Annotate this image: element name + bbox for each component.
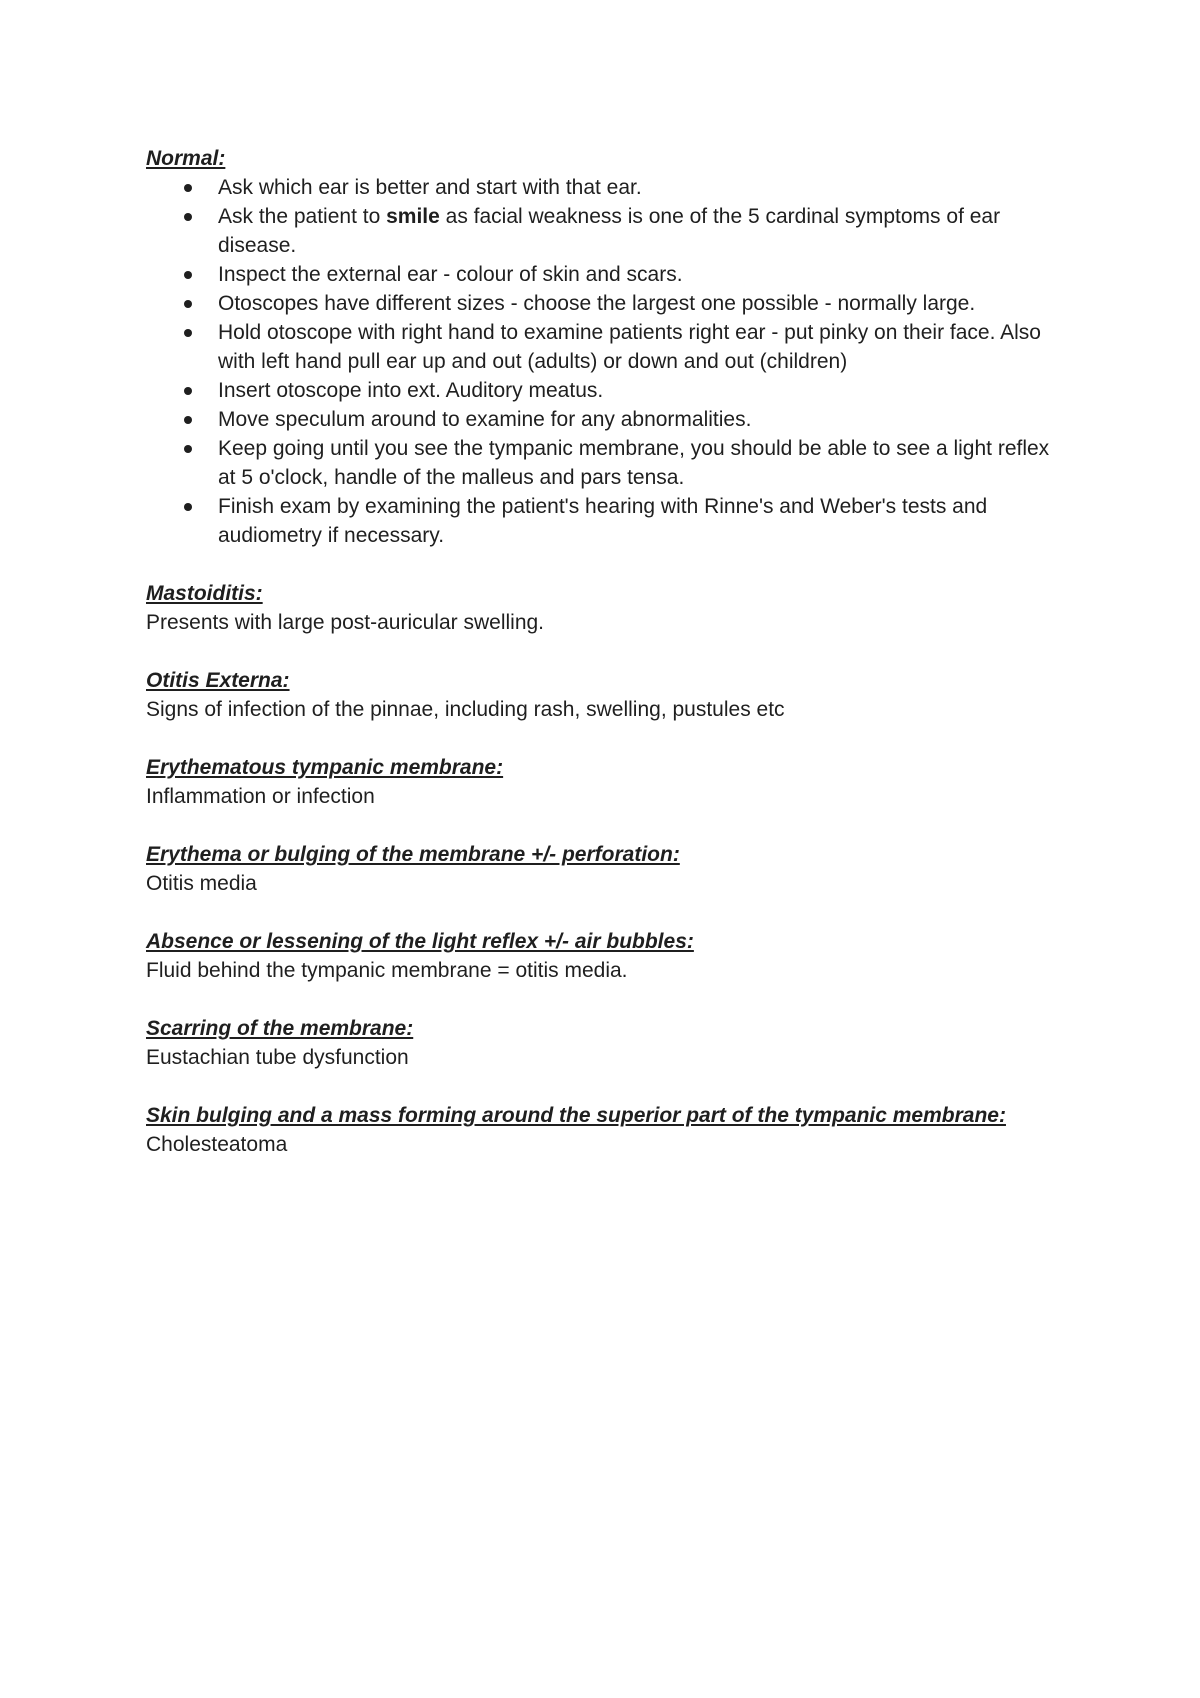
bullet-text: Hold otoscope with right hand to examine patients right ear - put pinky on their face. Also with left hand pull ear up and out (adults) or down and out (children)	[218, 321, 1041, 373]
bullet-item	[218, 260, 1066, 289]
section-light-reflex	[146, 927, 1066, 985]
bullet-text: Keep going until you see the tympanic membrane, you should be able to see a light reflex at 5 o'clock, handle of the malleus and pars tensa.	[218, 437, 1050, 489]
section-heading: Otitis Externa:	[146, 669, 290, 692]
section-mastoiditis	[146, 579, 1066, 637]
bullet-item	[218, 492, 1066, 550]
section-heading: Mastoiditis:	[146, 582, 263, 605]
bullet-text: as facial weakness is one of the 5 cardinal symptoms of ear disease.	[218, 205, 1001, 257]
section-heading: Normal:	[146, 147, 226, 170]
bullet-item	[218, 173, 1066, 202]
section-bulging-membrane	[146, 840, 1066, 898]
section-text: Cholesteatoma	[146, 1133, 288, 1156]
section-text: Inflammation or infection	[146, 785, 375, 808]
bullet-text: Finish exam by examining the patient's hearing with Rinne's and Weber's tests and audiometry if necessary.	[218, 495, 988, 547]
bullet-text: Insert otoscope into ext. Auditory meatus.	[218, 379, 604, 402]
section-text: Eustachian tube dysfunction	[146, 1046, 409, 1069]
bullet-item	[218, 202, 1066, 260]
section-text: Fluid behind the tympanic membrane = otitis media.	[146, 959, 628, 982]
section-text: Otitis media	[146, 872, 257, 895]
bullet-text: Inspect the external ear - colour of skin and scars.	[218, 263, 683, 286]
bullet-item	[218, 376, 1066, 405]
section-scarring	[146, 1014, 1066, 1072]
document-page	[146, 144, 1066, 1188]
section-heading: Erythematous tympanic membrane:	[146, 756, 504, 779]
bullet-item	[218, 434, 1066, 492]
section-heading: Skin bulging and a mass forming around the superior part of the tympanic membrane:	[146, 1104, 1006, 1127]
section-heading: Absence or lessening of the light reflex +/- air bubbles:	[146, 930, 694, 953]
bullet-text: Ask which ear is better and start with that ear.	[218, 176, 642, 199]
bullet-bold-text: smile	[386, 205, 440, 228]
bullet-text: Ask the patient to	[218, 205, 387, 228]
section-heading: Erythema or bulging of the membrane +/- perforation:	[146, 843, 680, 866]
section-normal	[146, 144, 1066, 550]
section-text: Presents with large post-auricular swelling.	[146, 611, 545, 634]
section-text: Signs of infection of the pinnae, including rash, swelling, pustules etc	[146, 698, 785, 721]
bullet-item	[218, 289, 1066, 318]
bullet-list	[146, 173, 1066, 550]
section-otitis-externa	[146, 666, 1066, 724]
section-erythematous-membrane	[146, 753, 1066, 811]
bullet-item	[218, 318, 1066, 376]
section-cholesteatoma	[146, 1101, 1066, 1159]
bullet-item	[218, 405, 1066, 434]
bullet-text: Otoscopes have different sizes - choose the largest one possible - normally large.	[218, 292, 976, 315]
section-heading: Scarring of the membrane:	[146, 1017, 414, 1040]
bullet-text: Move speculum around to examine for any abnormalities.	[218, 408, 752, 431]
